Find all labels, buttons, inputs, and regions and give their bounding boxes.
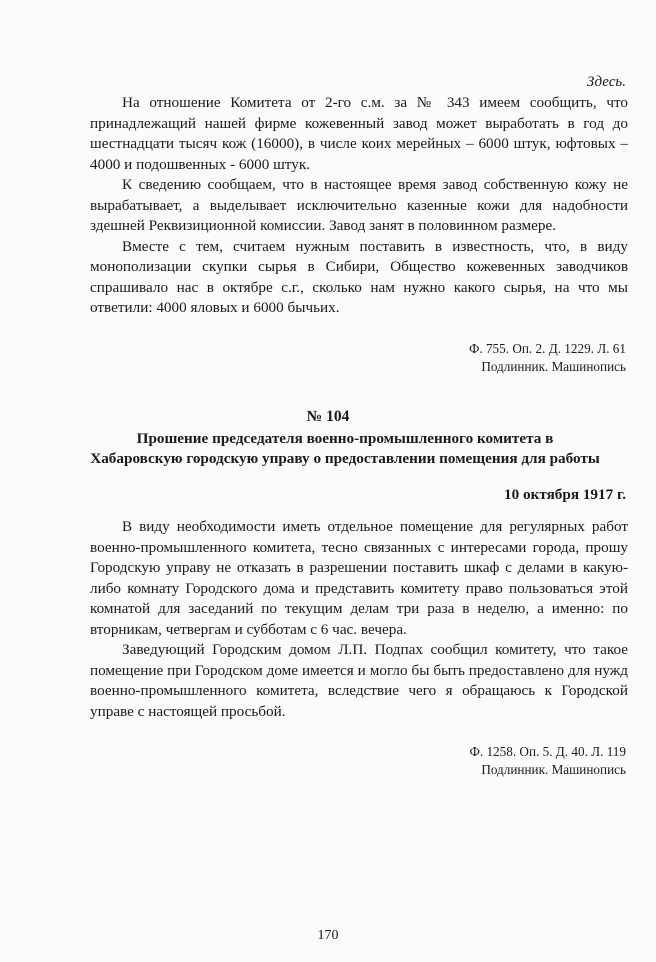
place-note: Здесь. — [586, 74, 626, 90]
doc2-paragraph-1: В виду необходимости иметь отдельное помещение для регулярных работ военно-промышленного комитета, тесно связанных с интересами города, прошу Городскую управу не отказать в разрешении поставить шкаф с делами в какую-либо комнату Городского дома и представить комитету право пользоваться этой комнатой для заседаний по текущим делам три раза в неделю, а именно: по вторникам, четвергам и субботам с 6 час. вечера. — [90, 518, 628, 638]
doc1-archive-reference: Ф. 755. Оп. 2. Д. 1229. Л. 61 — [468, 341, 626, 356]
page-number: 170 — [317, 928, 339, 943]
doc1-body — [90, 93, 628, 319]
doc2-title: Прошение председателя военно-промышленного комитета в Хабаровскую городскую управу о предоставлении помещения для работы — [90, 430, 600, 467]
doc2-date: 10 октября 1917 г. — [503, 486, 626, 503]
doc1-paragraph-3: Вместе с тем, считаем нужным поставить в известность, что, в виду монополизации скупки сырья в Сибири, Общество кожевенных заводчиков спрашивало нас в октябре с.г., сколько нам нужно какого сырья, на что мы ответили: 4000 яловых и 6000 бычьих. — [90, 237, 628, 316]
doc1-source-type: Подлинник. Машинопись — [481, 359, 626, 374]
doc2-paragraph-2: Заведующий Городским домом Л.П. Подпах сообщил комитету, что такое помещение при Городском доме имеется и могло бы быть предоставлено для нужд военно-промышленного комитета, вследствие чего я обращаюсь к Городской управе с настоящей просьбой. — [90, 641, 628, 720]
doc2-number: № 104 — [306, 408, 350, 425]
doc2-source-type: Подлинник. Машинопись — [481, 762, 626, 777]
doc1-paragraph-2: К сведению сообщаем, что в настоящее время завод собственную кожу не вырабатывает, а выделывает исключительно казенные кожи для надобности здешней Реквизиционной комиссии. Завод занят в половинном размере. — [90, 176, 628, 234]
doc2-archive-reference: Ф. 1258. Оп. 5. Д. 40. Л. 119 — [469, 744, 626, 759]
doc2-body — [90, 517, 628, 722]
doc1-paragraph-1: На отношение Комитета от 2-го с.м. за № 343 имеем сообщить, что принадлежащий нашей фирме кожевенный завод может выработать в год до шестнадцати тысяч кож (16000), в числе коих мерейных – 6000 штук, юфтовых – 4000 и подошвенных - 6000 штук. — [90, 94, 628, 173]
doc2-source — [469, 743, 626, 779]
doc1-source — [469, 340, 626, 376]
